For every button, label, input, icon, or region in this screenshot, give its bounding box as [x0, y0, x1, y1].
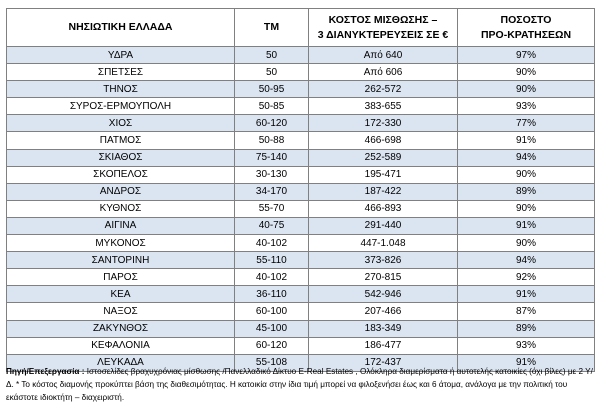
cell-percentage: 90%	[458, 235, 595, 252]
cell-sqm: 50	[235, 47, 309, 64]
cell-percentage: 91%	[458, 354, 595, 371]
table-row	[7, 200, 595, 217]
cell-cost: 466-893	[309, 200, 458, 217]
cell-island: ΑΙΓΙΝΑ	[7, 217, 235, 234]
cell-percentage: 94%	[458, 252, 595, 269]
cell-cost: 187-422	[309, 183, 458, 200]
cell-cost: 291-440	[309, 217, 458, 234]
cell-percentage: 87%	[458, 303, 595, 320]
table-header	[7, 9, 595, 47]
table-row	[7, 183, 595, 200]
cell-cost: 172-437	[309, 354, 458, 371]
cell-sqm: 55-110	[235, 252, 309, 269]
cell-island: ΑΝΔΡΟΣ	[7, 183, 235, 200]
cell-percentage: 92%	[458, 269, 595, 286]
cell-cost: 262-572	[309, 81, 458, 98]
table-row	[7, 269, 595, 286]
cell-sqm: 60-100	[235, 303, 309, 320]
table-row	[7, 235, 595, 252]
header-row	[7, 9, 595, 47]
source-text: Ιστοσελίδες βραχυχρόνιας μίσθωσης /Πανελλαδικό Δίκτυο E-Real Estates , Ολόκληρα διαμερίσματα ή αυτοτελής κατοικίες (όχι βίλες) με 2 Υ/Δ. * Το κόστος διαμονής προκύπτει βάση της διαθεσιμότητας. Η κατοικία στην ίδια τιμή μπορεί να φιλοξενήσει έως και 6 άτομα, ανάλογα με την πολιτική του εκάστοτε ιδιοκτήτη – διαχειριστή.	[6, 367, 593, 402]
table-row	[7, 149, 595, 166]
table-row	[7, 252, 595, 269]
cell-cost: 466-698	[309, 132, 458, 149]
table-row	[7, 166, 595, 183]
table-row	[7, 337, 595, 354]
cell-percentage: 93%	[458, 98, 595, 115]
cell-sqm: 36-110	[235, 286, 309, 303]
cell-percentage: 91%	[458, 132, 595, 149]
header-pct-line1: ΠΟΣΟΣΤΟ	[500, 13, 552, 26]
cell-sqm: 40-102	[235, 235, 309, 252]
cell-cost: Από 606	[309, 64, 458, 81]
cell-percentage: 77%	[458, 115, 595, 132]
header-cost-line1: ΚΟΣΤΟΣ ΜΙΣΘΩΣΗΣ –	[328, 13, 438, 26]
source-note	[6, 365, 596, 404]
cell-island: ΣΑΝΤΟΡΙΝΗ	[7, 252, 235, 269]
cell-cost: 383-655	[309, 98, 458, 115]
table-row	[7, 217, 595, 234]
cell-island: ΠΑΤΜΟΣ	[7, 132, 235, 149]
island-rental-table	[6, 8, 595, 372]
cell-cost: 195-471	[309, 166, 458, 183]
cell-island: ΧΙΟΣ	[7, 115, 235, 132]
cell-sqm: 50	[235, 64, 309, 81]
cell-sqm: 50-95	[235, 81, 309, 98]
table-row	[7, 47, 595, 64]
table-row	[7, 132, 595, 149]
cell-sqm: 45-100	[235, 320, 309, 337]
cell-island: ΜΥΚΟΝΟΣ	[7, 235, 235, 252]
cell-cost: 252-589	[309, 149, 458, 166]
header-percentage	[458, 9, 595, 47]
header-cost-line2: 3 ΔΙΑΝΥΚΤΕΡΕΥΣΕΙΣ ΣΕ €	[317, 28, 449, 41]
header-pct-line2: ΠΡΟ-ΚΡΑΤΗΣΕΩΝ	[480, 28, 572, 41]
table-row	[7, 303, 595, 320]
cell-sqm: 55-108	[235, 354, 309, 371]
cell-cost: 270-815	[309, 269, 458, 286]
cell-sqm: 30-130	[235, 166, 309, 183]
cell-island: ΝΑΞΟΣ	[7, 303, 235, 320]
cell-sqm: 75-140	[235, 149, 309, 166]
cell-island: ΣΚΟΠΕΛΟΣ	[7, 166, 235, 183]
cell-sqm: 40-75	[235, 217, 309, 234]
cell-cost: 542-946	[309, 286, 458, 303]
cell-percentage: 91%	[458, 217, 595, 234]
cell-island: ΚΕΦΑΛΟΝΙΑ	[7, 337, 235, 354]
cell-cost: 447-1.048	[309, 235, 458, 252]
cell-cost: 373-826	[309, 252, 458, 269]
cell-percentage: 97%	[458, 47, 595, 64]
cell-cost: 172-330	[309, 115, 458, 132]
cell-cost: 207-466	[309, 303, 458, 320]
cell-percentage: 89%	[458, 320, 595, 337]
cell-percentage: 93%	[458, 337, 595, 354]
cell-sqm: 55-70	[235, 200, 309, 217]
cell-sqm: 60-120	[235, 115, 309, 132]
cell-sqm: 34-170	[235, 183, 309, 200]
cell-island: ΚΥΘΝΟΣ	[7, 200, 235, 217]
table-body	[7, 47, 595, 372]
table-row	[7, 81, 595, 98]
header-island: ΝΗΣΙΩΤΙΚΗ ΕΛΛΑΔΑ	[7, 9, 235, 47]
cell-cost: Από 640	[309, 47, 458, 64]
header-cost	[309, 9, 458, 47]
cell-island: ΣΥΡΟΣ-ΕΡΜΟΥΠΟΛΗ	[7, 98, 235, 115]
cell-cost: 186-477	[309, 337, 458, 354]
cell-island: ΤΗΝΟΣ	[7, 81, 235, 98]
cell-cost: 183-349	[309, 320, 458, 337]
table-row	[7, 320, 595, 337]
cell-sqm: 50-88	[235, 132, 309, 149]
cell-island: ΖΑΚΥΝΘΟΣ	[7, 320, 235, 337]
cell-island: ΣΚΙΑΘΟΣ	[7, 149, 235, 166]
cell-percentage: 89%	[458, 183, 595, 200]
cell-island: ΠΑΡΟΣ	[7, 269, 235, 286]
cell-percentage: 90%	[458, 200, 595, 217]
table-row	[7, 286, 595, 303]
cell-sqm: 40-102	[235, 269, 309, 286]
header-sqm: ΤΜ	[235, 9, 309, 47]
cell-island: ΛΕΥΚΑΔΑ	[7, 354, 235, 371]
cell-sqm: 60-120	[235, 337, 309, 354]
cell-island: ΣΠΕΤΣΕΣ	[7, 64, 235, 81]
cell-percentage: 90%	[458, 64, 595, 81]
cell-percentage: 90%	[458, 81, 595, 98]
table-row	[7, 64, 595, 81]
source-label: Πηγή/Επεξεργασία :	[6, 367, 85, 376]
cell-island: ΚΕΑ	[7, 286, 235, 303]
cell-percentage: 90%	[458, 166, 595, 183]
cell-island: ΥΔΡΑ	[7, 47, 235, 64]
table-row	[7, 98, 595, 115]
table-row	[7, 115, 595, 132]
cell-sqm: 50-85	[235, 98, 309, 115]
cell-percentage: 91%	[458, 286, 595, 303]
cell-percentage: 94%	[458, 149, 595, 166]
